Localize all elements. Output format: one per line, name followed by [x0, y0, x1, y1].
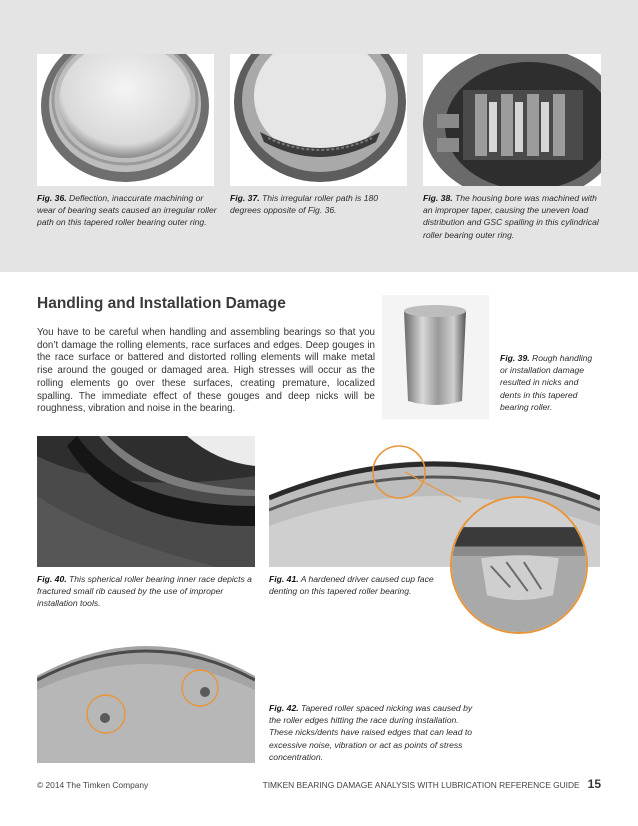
- fig39-text: Rough handling or installation damage resulted in nicks and dents in this tapered bearing roller.: [500, 353, 593, 412]
- fig41-zoom-inset: [450, 496, 588, 634]
- fig36-photo: [37, 54, 214, 186]
- fig39-label: Fig. 39.: [500, 353, 530, 363]
- fig41-text: A hardened driver caused cup face denting on this tapered roller bearing.: [269, 574, 434, 597]
- fig42-highlight-circles: [37, 636, 255, 763]
- fig37-text: This irregular roller path is 180 degrees opposite of Fig. 36.: [230, 193, 379, 216]
- footer-guide-title: TIMKEN BEARING DAMAGE ANALYSIS WITH LUBRICATION REFERENCE GUIDE: [262, 780, 580, 790]
- fig36-text: Deflection, inaccurate machining or wear of bearing seats caused an irregular roller path on this tapered roller bearing outer ring.: [37, 193, 217, 228]
- fig42-text: Tapered roller spaced nicking was caused by the roller edges hitting the race during installation. These nicks/dents have raised edges that can lead to excessive noise, vibration or act as points of stress concentration.: [269, 703, 473, 762]
- page-number: 15: [587, 777, 601, 791]
- fig38-text: The housing bore was machined with an improper taper, causing the uneven load distribution and GSC spalling in this cylindrical roller bearing outer ring.: [423, 193, 599, 240]
- fig40-text: This spherical roller bearing inner race depicts a fractured small rib caused by the use of improper installation tools.: [37, 574, 252, 609]
- footer-copyright: © 2014 The Timken Company: [37, 780, 149, 790]
- fig39-photo: [382, 295, 489, 419]
- fig40-label: Fig. 40.: [37, 574, 67, 584]
- fig37-label: Fig. 37.: [230, 193, 260, 203]
- fig36-caption: [37, 192, 217, 229]
- fig38-photo: [423, 54, 601, 186]
- fig37-caption: [230, 192, 410, 216]
- fig36-label: Fig. 36.: [37, 193, 67, 203]
- footer-right: [263, 777, 601, 791]
- fig40-caption: [37, 573, 255, 610]
- fig42-label: Fig. 42.: [269, 703, 299, 713]
- fig38-caption: [423, 192, 605, 241]
- section-body: You have to be careful when handling and assembling bearings so that you don’t damage the rolling elements, race surfaces and edges. Deep gouges in the race surface or battered and distorted rolling elements will make metal rise around the gouged or damaged area. High stresses will occur as the rolling elements go over these surfaces, creating premature, localized spalling. The immediate effect of these gouges and deep nicks will be roughness, vibration and noise in the bearing.: [37, 327, 375, 415]
- fig40-photo: [37, 436, 255, 567]
- fig37-photo: [230, 54, 407, 186]
- fig41-label: Fig. 41.: [269, 574, 299, 584]
- section-heading: Handling and Installation Damage: [37, 295, 286, 312]
- fig42-caption: [269, 702, 481, 763]
- fig38-label: Fig. 38.: [423, 193, 453, 203]
- fig39-caption: [500, 352, 600, 413]
